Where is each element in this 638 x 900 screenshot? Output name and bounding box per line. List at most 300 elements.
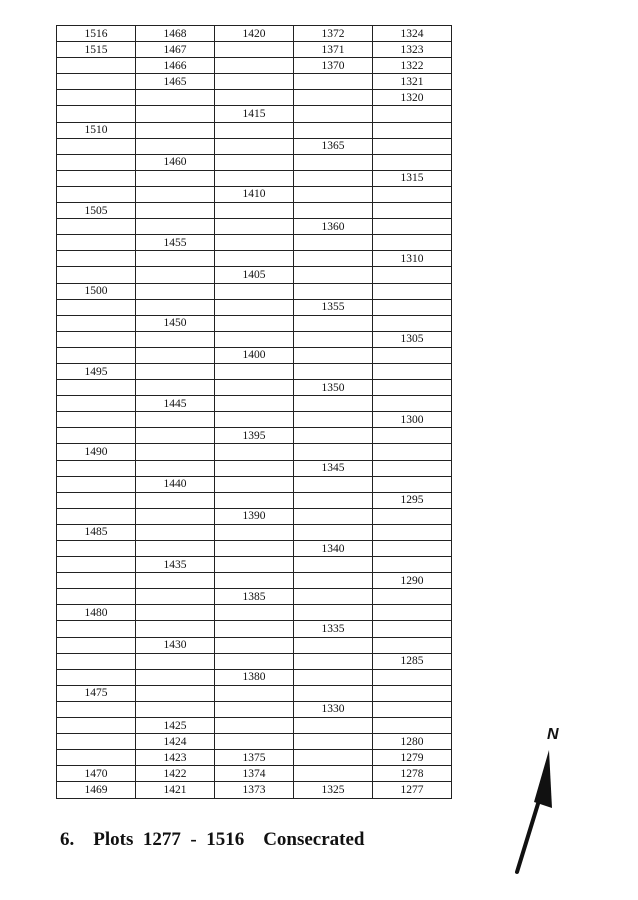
plot-cell	[215, 380, 294, 396]
plot-cell: 1355	[294, 299, 373, 315]
plot-cell: 1280	[373, 734, 452, 750]
plot-cell	[57, 573, 136, 589]
plot-cell	[136, 283, 215, 299]
table-row	[57, 267, 452, 283]
plot-cell: 1322	[373, 58, 452, 74]
plot-cell: 1425	[136, 718, 215, 734]
table-row	[57, 219, 452, 235]
plot-cell: 1415	[215, 106, 294, 122]
plot-cell: 1305	[373, 331, 452, 347]
plot-cell	[136, 428, 215, 444]
table-row	[57, 605, 452, 621]
table-row	[57, 573, 452, 589]
plot-cell	[136, 605, 215, 621]
caption-range-start: 1277	[142, 829, 181, 850]
plot-cell: 1320	[373, 90, 452, 106]
caption-range-end: 1516	[206, 829, 245, 850]
plot-cell	[294, 347, 373, 363]
plot-cell: 1455	[136, 235, 215, 251]
plot-cell	[57, 299, 136, 315]
plot-cell: 1345	[294, 460, 373, 476]
plot-cell	[373, 428, 452, 444]
caption-dash: -	[190, 829, 197, 850]
plot-cell	[57, 380, 136, 396]
table-row	[57, 589, 452, 605]
plot-cell: 1480	[57, 605, 136, 621]
plot-cell: 1420	[215, 26, 294, 42]
plot-cell	[215, 154, 294, 170]
plot-cell	[215, 251, 294, 267]
plot-cell	[57, 637, 136, 653]
plot-cell	[57, 476, 136, 492]
plot-cell	[294, 589, 373, 605]
plot-cell	[294, 331, 373, 347]
plot-cell	[57, 347, 136, 363]
plot-cell	[294, 396, 373, 412]
plot-cell	[373, 460, 452, 476]
table-row	[57, 653, 452, 669]
plot-cell: 1465	[136, 74, 215, 90]
plot-cell	[294, 186, 373, 202]
plot-cell	[215, 315, 294, 331]
table-row	[57, 331, 452, 347]
table-row	[57, 315, 452, 331]
plot-cell	[373, 508, 452, 524]
plot-cell	[294, 685, 373, 701]
plot-cell: 1385	[215, 589, 294, 605]
table-row	[57, 26, 452, 42]
plot-cell	[57, 718, 136, 734]
table-row	[57, 750, 452, 766]
plot-cell	[136, 589, 215, 605]
plot-cell: 1375	[215, 750, 294, 766]
plot-cell	[57, 235, 136, 251]
plot-cell	[373, 621, 452, 637]
plot-cell	[215, 122, 294, 138]
plot-cell	[373, 203, 452, 219]
table-row	[57, 637, 452, 653]
plot-cell	[373, 541, 452, 557]
plot-cell: 1335	[294, 621, 373, 637]
plot-cell: 1422	[136, 766, 215, 782]
plot-cell: 1435	[136, 557, 215, 573]
plot-cell	[373, 315, 452, 331]
table-row	[57, 541, 452, 557]
plot-cell	[136, 508, 215, 524]
plot-cell	[136, 621, 215, 637]
plot-cell	[294, 637, 373, 653]
plot-cell: 1424	[136, 734, 215, 750]
plot-cell	[57, 106, 136, 122]
plot-cell	[294, 170, 373, 186]
plot-cell	[294, 444, 373, 460]
plot-cell	[373, 154, 452, 170]
plot-cell	[136, 219, 215, 235]
plot-cell: 1278	[373, 766, 452, 782]
plot-cell: 1330	[294, 701, 373, 717]
plot-cell	[294, 106, 373, 122]
plot-cell: 1423	[136, 750, 215, 766]
plot-cell: 1373	[215, 782, 294, 798]
plot-cell	[136, 251, 215, 267]
plot-cell	[294, 122, 373, 138]
plot-cell	[57, 186, 136, 202]
plot-cell	[294, 492, 373, 508]
plot-cell: 1300	[373, 412, 452, 428]
table-row	[57, 363, 452, 379]
north-arrow-shaft	[517, 794, 541, 872]
plot-cell: 1360	[294, 219, 373, 235]
table-row	[57, 106, 452, 122]
plot-cell	[294, 251, 373, 267]
plot-cell	[57, 541, 136, 557]
plot-cell: 1310	[373, 251, 452, 267]
table-row	[57, 251, 452, 267]
table-row	[57, 782, 452, 798]
caption-number: 6.	[60, 829, 75, 850]
plot-cell: 1321	[373, 74, 452, 90]
table-row	[57, 492, 452, 508]
plot-cell: 1400	[215, 347, 294, 363]
plot-cell	[57, 492, 136, 508]
plot-cell	[373, 219, 452, 235]
plot-cell: 1469	[57, 782, 136, 798]
table-row	[57, 42, 452, 58]
plot-cell	[136, 685, 215, 701]
plot-cell	[373, 589, 452, 605]
plot-cell	[215, 524, 294, 540]
plot-cell	[136, 122, 215, 138]
plot-cell	[294, 315, 373, 331]
plot-cell	[215, 734, 294, 750]
plot-cell	[215, 396, 294, 412]
plot-cell: 1325	[294, 782, 373, 798]
plot-cell	[215, 58, 294, 74]
plot-cell	[136, 267, 215, 283]
table-row	[57, 58, 452, 74]
plot-cell	[136, 331, 215, 347]
plot-cell	[294, 412, 373, 428]
plot-cell: 1374	[215, 766, 294, 782]
plot-cell	[294, 267, 373, 283]
table-row	[57, 186, 452, 202]
plot-cell	[215, 219, 294, 235]
plot-cell	[136, 444, 215, 460]
plot-cell: 1450	[136, 315, 215, 331]
north-arrow-icon	[505, 722, 575, 882]
plot-cell	[294, 669, 373, 685]
plot-cell: 1466	[136, 58, 215, 74]
plot-cell	[294, 573, 373, 589]
plot-cell	[57, 412, 136, 428]
plot-cell	[57, 653, 136, 669]
plot-cell	[294, 508, 373, 524]
plot-cell	[215, 718, 294, 734]
table-row	[57, 476, 452, 492]
plot-cell	[215, 283, 294, 299]
plot-cell	[57, 74, 136, 90]
table-row	[57, 283, 452, 299]
plot-cell	[136, 299, 215, 315]
table-row	[57, 701, 452, 717]
plot-cell: 1277	[373, 782, 452, 798]
plot-cell	[57, 669, 136, 685]
plot-cell	[294, 718, 373, 734]
plot-cell	[373, 557, 452, 573]
plot-cell	[215, 476, 294, 492]
plot-cell	[136, 347, 215, 363]
plot-cell: 1285	[373, 653, 452, 669]
plot-cell	[57, 750, 136, 766]
plot-cell: 1470	[57, 766, 136, 782]
plot-cell: 1405	[215, 267, 294, 283]
table-row	[57, 170, 452, 186]
north-arrow-head	[534, 750, 552, 808]
plot-cell	[294, 283, 373, 299]
plot-cell	[215, 299, 294, 315]
table-row	[57, 90, 452, 106]
plot-cell	[373, 106, 452, 122]
plot-cell	[294, 154, 373, 170]
plot-cell	[136, 701, 215, 717]
plot-cell	[373, 396, 452, 412]
plot-cell: 1490	[57, 444, 136, 460]
plot-cell	[136, 170, 215, 186]
plot-cell	[373, 669, 452, 685]
plot-cell: 1460	[136, 154, 215, 170]
plot-cell	[215, 653, 294, 669]
plot-cell: 1430	[136, 637, 215, 653]
plot-cell	[57, 138, 136, 154]
plot-cell	[373, 283, 452, 299]
plot-cell	[373, 637, 452, 653]
plot-cell	[57, 267, 136, 283]
plot-cell	[215, 460, 294, 476]
plot-cell	[294, 557, 373, 573]
plot-cell	[57, 331, 136, 347]
table-row	[57, 380, 452, 396]
table-row	[57, 524, 452, 540]
table-row	[57, 154, 452, 170]
plot-cell	[136, 541, 215, 557]
plot-cell	[373, 267, 452, 283]
plot-cell	[373, 186, 452, 202]
table-row	[57, 299, 452, 315]
plot-cell	[136, 653, 215, 669]
plot-cell	[215, 541, 294, 557]
table-row	[57, 734, 452, 750]
caption-plots-word: Plots	[93, 829, 134, 850]
plot-cell	[57, 315, 136, 331]
caption-status: Consecrated	[263, 829, 365, 850]
plot-cell	[294, 476, 373, 492]
plot-cell: 1467	[136, 42, 215, 58]
north-label: N	[547, 726, 559, 743]
plot-cell	[373, 685, 452, 701]
plot-cell	[215, 605, 294, 621]
plot-cell	[57, 701, 136, 717]
table-row	[57, 766, 452, 782]
table-row	[57, 428, 452, 444]
plot-cell	[215, 621, 294, 637]
plot-cell	[215, 701, 294, 717]
plot-cell: 1515	[57, 42, 136, 58]
plot-cell	[215, 90, 294, 106]
plot-cell	[57, 219, 136, 235]
plot-cell	[294, 428, 373, 444]
plot-cell	[373, 347, 452, 363]
table-row	[57, 621, 452, 637]
plot-cell	[57, 557, 136, 573]
plot-cell: 1475	[57, 685, 136, 701]
plot-cell: 1468	[136, 26, 215, 42]
plot-cell: 1372	[294, 26, 373, 42]
plot-cell	[215, 557, 294, 573]
table-row	[57, 444, 452, 460]
plot-cell	[57, 251, 136, 267]
plot-cell: 1380	[215, 669, 294, 685]
plot-cell: 1290	[373, 573, 452, 589]
plot-cell	[294, 74, 373, 90]
plot-table-body	[57, 26, 452, 799]
plot-cell	[136, 669, 215, 685]
plot-cell: 1505	[57, 203, 136, 219]
plot-cell	[215, 444, 294, 460]
plot-cell	[57, 396, 136, 412]
plot-cell	[57, 508, 136, 524]
table-row	[57, 557, 452, 573]
plot-cell: 1315	[373, 170, 452, 186]
plot-cell	[136, 380, 215, 396]
plot-cell	[215, 170, 294, 186]
plot-cell	[136, 363, 215, 379]
plot-cell: 1510	[57, 122, 136, 138]
plot-cell	[57, 428, 136, 444]
plot-cell	[215, 363, 294, 379]
plot-cell	[294, 605, 373, 621]
table-row	[57, 74, 452, 90]
plot-cell	[136, 186, 215, 202]
table-row	[57, 718, 452, 734]
plot-cell	[215, 573, 294, 589]
plot-cell	[136, 203, 215, 219]
plot-cell	[373, 235, 452, 251]
plot-cell	[57, 589, 136, 605]
plot-cell: 1500	[57, 283, 136, 299]
table-row	[57, 396, 452, 412]
plot-cell	[136, 106, 215, 122]
plot-cell: 1495	[57, 363, 136, 379]
plot-cell	[215, 138, 294, 154]
plot-cell	[373, 524, 452, 540]
plot-cell	[136, 90, 215, 106]
plot-cell	[57, 621, 136, 637]
plot-cell	[373, 605, 452, 621]
plot-cell	[373, 444, 452, 460]
plot-cell	[294, 90, 373, 106]
table-row	[57, 122, 452, 138]
plot-cell: 1340	[294, 541, 373, 557]
plot-cell: 1323	[373, 42, 452, 58]
plot-cell	[57, 154, 136, 170]
plot-cell	[373, 718, 452, 734]
table-row	[57, 508, 452, 524]
plot-cell	[215, 203, 294, 219]
plot-cell	[57, 90, 136, 106]
table-row	[57, 347, 452, 363]
plot-cell: 1445	[136, 396, 215, 412]
plot-cell	[136, 412, 215, 428]
plot-cell: 1350	[294, 380, 373, 396]
plot-cell	[57, 460, 136, 476]
plot-cell	[373, 122, 452, 138]
plot-cell: 1295	[373, 492, 452, 508]
plot-cell	[215, 42, 294, 58]
table-row	[57, 235, 452, 251]
plot-cell	[373, 701, 452, 717]
plot-cell	[215, 331, 294, 347]
plot-cell	[57, 58, 136, 74]
plot-cell	[215, 412, 294, 428]
plot-cell	[294, 524, 373, 540]
plot-cell	[294, 766, 373, 782]
page-caption	[60, 829, 365, 851]
plot-cell: 1421	[136, 782, 215, 798]
plot-cell	[136, 524, 215, 540]
plot-cell	[294, 734, 373, 750]
plot-cell: 1279	[373, 750, 452, 766]
plot-cell	[215, 74, 294, 90]
plot-cell	[294, 653, 373, 669]
plot-cell: 1440	[136, 476, 215, 492]
plot-cell	[57, 734, 136, 750]
plot-cell	[294, 235, 373, 251]
table-row	[57, 138, 452, 154]
plot-cell	[136, 492, 215, 508]
table-row	[57, 203, 452, 219]
plot-cell	[294, 750, 373, 766]
plot-cell	[373, 476, 452, 492]
plot-cell	[373, 138, 452, 154]
plot-cell: 1390	[215, 508, 294, 524]
plot-cell: 1410	[215, 186, 294, 202]
plot-cell	[373, 363, 452, 379]
table-row	[57, 412, 452, 428]
plot-table	[56, 25, 452, 799]
plot-cell: 1485	[57, 524, 136, 540]
plot-cell	[373, 299, 452, 315]
plot-cell	[373, 380, 452, 396]
plot-cell	[215, 685, 294, 701]
table-row	[57, 669, 452, 685]
table-row	[57, 685, 452, 701]
plot-cell	[294, 363, 373, 379]
plot-cell: 1395	[215, 428, 294, 444]
plot-cell	[294, 203, 373, 219]
plot-cell: 1365	[294, 138, 373, 154]
plot-cell: 1516	[57, 26, 136, 42]
plot-cell	[215, 492, 294, 508]
table-row	[57, 460, 452, 476]
plot-cell	[136, 460, 215, 476]
plot-cell	[215, 235, 294, 251]
plot-cell	[215, 637, 294, 653]
plot-cell: 1370	[294, 58, 373, 74]
plot-cell	[136, 573, 215, 589]
plot-cell: 1324	[373, 26, 452, 42]
plot-cell: 1371	[294, 42, 373, 58]
plot-cell	[57, 170, 136, 186]
